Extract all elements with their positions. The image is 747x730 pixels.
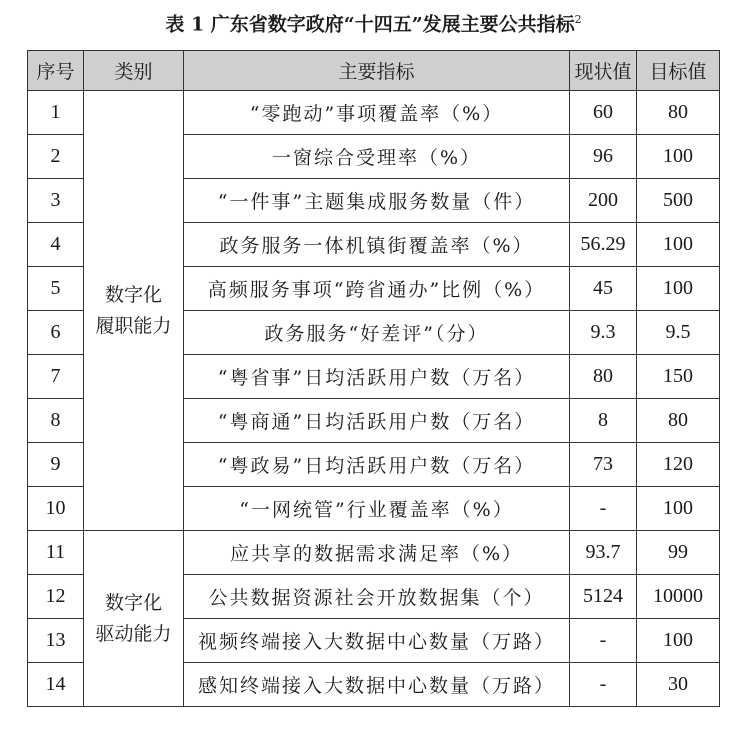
target-value-cell: 10000 [637,575,720,619]
current-value-cell: 60 [570,91,637,135]
header-category: 类别 [84,51,184,91]
target-value-cell: 150 [637,355,720,399]
indicator-cell: “粤商通”日均活跃用户数（万名） [184,399,570,443]
current-value-cell: 5124 [570,575,637,619]
header-current: 现状值 [570,51,637,91]
current-value-cell: - [570,619,637,663]
current-value-cell: 80 [570,355,637,399]
header-target: 目标值 [637,51,720,91]
current-value-cell: 45 [570,267,637,311]
target-value-cell: 80 [637,91,720,135]
indicator-cell: 视频终端接入大数据中心数量（万路） [184,619,570,663]
header-indicator: 主要指标 [184,51,570,91]
category-label-line: 数字化 [104,591,162,614]
current-value-cell: 9.3 [570,311,637,355]
category-cell [84,91,184,531]
category-cell [84,531,184,707]
target-value-cell: 100 [637,267,720,311]
current-value-cell: 73 [570,443,637,487]
indicator-cell: “一件事”主题集成服务数量（件） [184,179,570,223]
target-value-cell: 99 [637,531,720,575]
target-value-cell: 500 [637,179,720,223]
indicator-cell: “粤省事”日均活跃用户数（万名） [184,355,570,399]
row-number: 1 [28,91,84,135]
indicator-cell: “零跑动”事项覆盖率（%） [184,91,570,135]
target-value-cell: 80 [637,399,720,443]
category-label-line: 数字化 [104,283,162,306]
indicator-cell: 高频服务事项“跨省通办”比例（%） [184,267,570,311]
category-label-line: 履职能力 [95,314,172,337]
row-number: 3 [28,179,84,223]
row-number: 2 [28,135,84,179]
row-number: 5 [28,267,84,311]
target-value-cell: 100 [637,223,720,267]
indicator-cell: “一网统管”行业覆盖率（%） [184,487,570,531]
table-title-text: 表 1 广东省数字政府“十四五”发展主要公共指标 [165,13,575,36]
indicator-cell: 政务服务“好差评”（分） [184,311,570,355]
category-label-line: 驱动能力 [95,622,172,645]
table-title [0,6,747,38]
footnote-marker: 2 [574,13,582,26]
table-row [28,531,720,575]
row-number: 14 [28,663,84,707]
current-value-cell: 93.7 [570,531,637,575]
target-value-cell: 9.5 [637,311,720,355]
indicator-cell: 感知终端接入大数据中心数量（万路） [184,663,570,707]
table-body [28,91,720,707]
row-number: 12 [28,575,84,619]
row-number: 13 [28,619,84,663]
table-row [28,91,720,135]
row-number: 4 [28,223,84,267]
current-value-cell: 56.29 [570,223,637,267]
row-number: 6 [28,311,84,355]
row-number: 7 [28,355,84,399]
indicator-cell: 应共享的数据需求满足率（%） [184,531,570,575]
target-value-cell: 120 [637,443,720,487]
current-value-cell: - [570,487,637,531]
row-number: 8 [28,399,84,443]
indicator-cell: “粤政易”日均活跃用户数（万名） [184,443,570,487]
row-number: 9 [28,443,84,487]
current-value-cell: 96 [570,135,637,179]
header-row [28,51,720,91]
target-value-cell: 100 [637,135,720,179]
target-value-cell: 30 [637,663,720,707]
current-value-cell: 8 [570,399,637,443]
indicators-table [27,50,720,707]
current-value-cell: - [570,663,637,707]
indicator-cell: 政务服务一体机镇街覆盖率（%） [184,223,570,267]
row-number: 11 [28,531,84,575]
target-value-cell: 100 [637,487,720,531]
indicator-cell: 一窗综合受理率（%） [184,135,570,179]
row-number: 10 [28,487,84,531]
target-value-cell: 100 [637,619,720,663]
indicator-cell: 公共数据资源社会开放数据集（个） [184,575,570,619]
current-value-cell: 200 [570,179,637,223]
header-no: 序号 [28,51,84,91]
